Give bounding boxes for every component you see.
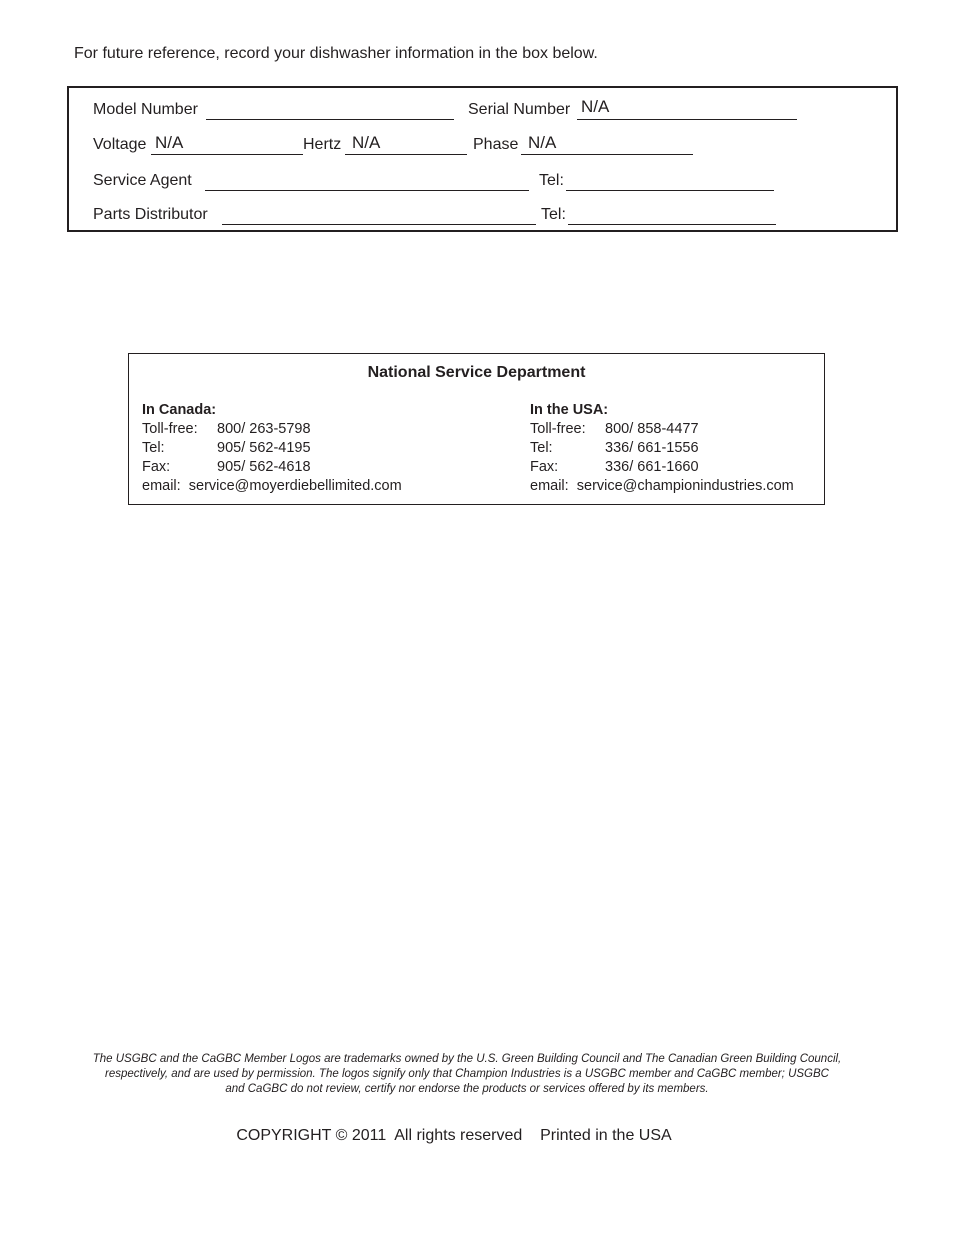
parts-distributor-tel-field[interactable]: [568, 224, 776, 225]
serial-number-value: N/A: [581, 97, 610, 116]
service-title: National Service Department: [367, 364, 586, 381]
trademark-line-2: respectively, and are used by permission. The logos signify only that Champion Industries is a USGBC member and CaGBC member; USGBC: [105, 1068, 829, 1080]
serial-number-field[interactable]: [577, 119, 797, 120]
canada-tel-line: [142, 439, 402, 458]
hertz-value: N/A: [352, 133, 381, 152]
national-service-department-box: [128, 353, 825, 505]
usa-email-line: [530, 477, 794, 496]
service-agent-label: Service Agent: [93, 172, 192, 189]
trademark-line-1: The USGBC and the CaGBC Member Logos are trademarks owned by the U.S. Green Building Council and The Canadian Green Building Council,: [92, 1053, 842, 1065]
canada-contact: [142, 401, 402, 496]
copyright-notice: COPYRIGHT © 2011 All rights reserved Printed in the USA: [236, 1127, 672, 1144]
canada-email-line: [142, 477, 402, 496]
phase-label: Phase: [473, 136, 519, 153]
usa-heading: In the USA:: [530, 402, 609, 418]
usa-contact: [530, 401, 794, 496]
service-agent-tel-label: Tel:: [539, 172, 564, 189]
usa-tel-line: [530, 439, 794, 458]
usa-email-link[interactable]: service@championindustries.com: [576, 478, 794, 494]
email-label: email:: [530, 478, 569, 494]
parts-distributor-tel-label: Tel:: [541, 206, 566, 223]
canada-heading: In Canada:: [142, 402, 217, 418]
usa-fax-line: [530, 458, 794, 477]
phase-field[interactable]: [521, 154, 693, 155]
intro-text: For future reference, record your dishwasher information in the box below.: [74, 45, 598, 62]
hertz-label: Hertz: [303, 136, 342, 153]
service-agent-tel-field[interactable]: [566, 190, 774, 191]
usa-tollfree-line: [530, 420, 794, 439]
tel-label: Tel:: [142, 440, 165, 456]
parts-distributor-label: Parts Distributor: [93, 206, 208, 223]
trademark-notice: [40, 1052, 894, 1097]
usa-fax: 336/ 661-1660: [605, 459, 699, 475]
model-number-field[interactable]: [206, 119, 454, 120]
canada-email-link[interactable]: service@moyerdiebellimited.com: [188, 478, 402, 494]
tollfree-label: Toll-free:: [530, 421, 586, 437]
usa-tollfree: 800/ 858-4477: [605, 421, 699, 437]
voltage-field[interactable]: [151, 154, 303, 155]
tollfree-label: Toll-free:: [142, 421, 198, 437]
email-label: email:: [142, 478, 181, 494]
trademark-line-3: and CaGBC do not review, certify nor endorse the products or services offered by its members.: [225, 1083, 709, 1095]
phase-value: N/A: [528, 133, 557, 152]
parts-distributor-field[interactable]: [222, 224, 536, 225]
voltage-label: Voltage: [93, 136, 147, 153]
dishwasher-info-form: [67, 86, 898, 232]
voltage-value: N/A: [155, 133, 184, 152]
canada-tollfree-line: [142, 420, 402, 439]
hertz-field[interactable]: [345, 154, 467, 155]
model-number-label: Model Number: [93, 101, 198, 118]
canada-fax-line: [142, 458, 402, 477]
canada-fax: 905/ 562-4618: [217, 459, 311, 475]
fax-label: Fax:: [142, 459, 171, 475]
serial-number-label: Serial Number: [468, 101, 571, 118]
canada-tollfree: 800/ 263-5798: [217, 421, 311, 437]
service-agent-field[interactable]: [205, 190, 529, 191]
tel-label: Tel:: [530, 440, 553, 456]
canada-tel: 905/ 562-4195: [217, 440, 311, 456]
usa-tel: 336/ 661-1556: [605, 440, 699, 456]
fax-label: Fax:: [530, 459, 559, 475]
